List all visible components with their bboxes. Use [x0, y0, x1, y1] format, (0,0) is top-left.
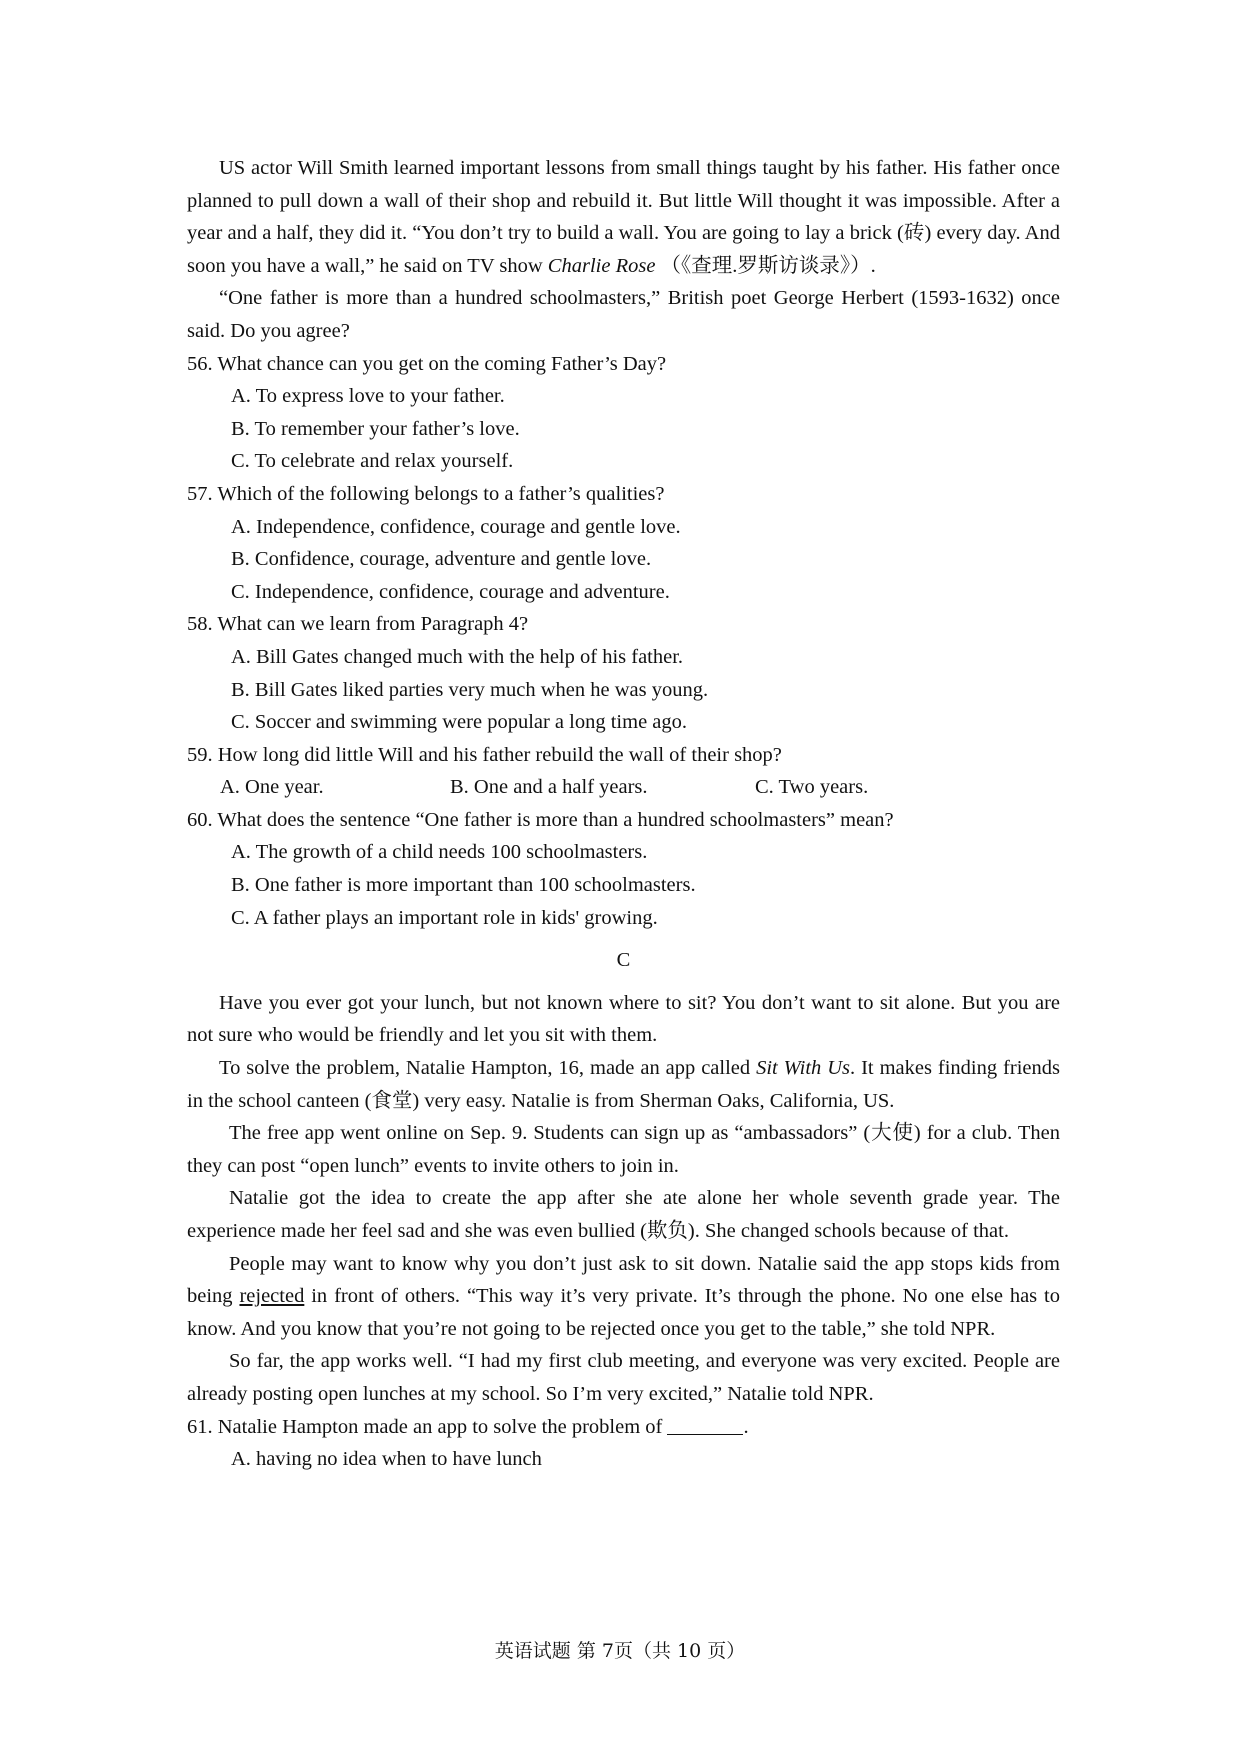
paragraph-george-herbert: “One father is more than a hundred schoolmasters,” British poet George Herbert (1593-1632) once said. Do you agree? [187, 287, 1060, 342]
question-57 [187, 478, 1060, 608]
paragraph-c1: Have you ever got your lunch, but not known where to sit? You don’t want to sit alone. But you are not sure who would be friendly and let you sit with them. [187, 991, 1060, 1047]
option-a: A. having no idea when to have lunch [231, 1448, 542, 1471]
question-58 [187, 608, 1060, 738]
question-stem: 56. What chance can you get on the coming Father’s Day? [187, 352, 667, 375]
question-stem: 58. What can we learn from Paragraph 4? [187, 613, 529, 636]
page-footer: 英语试题 第 7页（共 10 页） [494, 1640, 746, 1662]
paragraph-text: People may want to know why you don’t just ask to sit down. Natalie said the app stops kids from being [187, 1252, 1060, 1308]
question-stem [187, 1411, 1060, 1444]
option-b: B. Confidence, courage, adventure and gentle love. [231, 548, 652, 571]
tv-show-title: Charlie Rose [547, 254, 656, 277]
option-a: A. One year. [220, 776, 324, 799]
option-b: B. To remember your father’s love. [231, 417, 520, 440]
question-56 [187, 348, 1060, 478]
question-stem: 59. How long did little Will and his father rebuild the wall of their shop? [187, 743, 782, 766]
option-c: C. A father plays an important role in kids' growing. [231, 906, 658, 929]
question-61 [187, 1411, 1060, 1476]
paragraph-c4: Natalie got the idea to create the app after she ate alone her whole seventh grade year. The experience made her feel sad and she was even bullied (欺负). She changed schools because of that. [187, 1187, 1060, 1242]
underlined-word: rejected [239, 1285, 305, 1308]
paragraph-text: in front of others. “This way it’s very private. It’s through the phone. No one else has to know. And you know that you’re not going to be rejected once you get to the table,” she told NPR. [187, 1285, 1060, 1340]
option-c: C. Two years. [755, 776, 869, 799]
paragraph-text: To solve the problem, Natalie Hampton, 16, made an app called [219, 1057, 757, 1080]
option-a: A. Independence, confidence, courage and gentle love. [231, 515, 681, 538]
paragraph-c2 [187, 1052, 1060, 1117]
question-stem: 60. What does the sentence “One father is more than a hundred schoolmasters” mean? [187, 808, 894, 831]
paragraph-text: （《查理.罗斯访谈录》）. [655, 254, 876, 277]
option-a: A. Bill Gates changed much with the help of his father. [231, 645, 684, 668]
question-stem-end: . [743, 1415, 749, 1438]
option-a: A. To express love to your father. [231, 385, 505, 408]
app-name: Sit With Us [756, 1057, 851, 1080]
option-b: B. Bill Gates liked parties very much when he was young. [231, 678, 709, 701]
question-59 [187, 739, 1060, 804]
section-heading-c: C [616, 949, 631, 972]
options-row [220, 771, 1060, 804]
question-stem-text: 61. Natalie Hampton made an app to solve the problem of [187, 1415, 668, 1438]
paragraph-c6: So far, the app works well. “I had my first club meeting, and everyone was very excited. People are already posting open lunches at my school. So I’m very excited,” Natalie told NPR. [187, 1350, 1060, 1405]
option-c: C. Soccer and swimming were popular a long time ago. [231, 711, 688, 734]
paragraph-text: . It makes finding friends in the school canteen (食堂) very easy. Natalie is from Sherman Oaks, California, US. [187, 1057, 1060, 1112]
question-60 [187, 804, 1060, 934]
option-b: B. One father is more important than 100 schoolmasters. [231, 874, 696, 897]
page-content [187, 152, 1060, 1476]
paragraph-c3: The free app went online on Sep. 9. Students can sign up as “ambassadors” (大使) for a club. Then they can post “open lunch” events to invite others to join in. [187, 1122, 1060, 1177]
paragraph-c5 [187, 1248, 1060, 1346]
answer-blank [667, 1414, 743, 1435]
option-a: A. The growth of a child needs 100 schoolmasters. [231, 841, 648, 864]
option-b: B. One and a half years. [450, 776, 648, 799]
option-c: C. Independence, confidence, courage and adventure. [231, 580, 670, 603]
paragraph-will-smith [187, 152, 1060, 282]
paragraph-text: US actor Will Smith learned important lessons from small things taught by his father. His father once planned to pull down a wall of their shop and rebuild it. But little Will thought it was impossible. After a year and a half, they did it. “You don’t try to build a wall. You are going to lay a brick (砖) every day. And soon you have a wall,” he said on TV show [187, 157, 1060, 277]
question-stem: 57. Which of the following belongs to a father’s qualities? [187, 482, 665, 505]
option-c: C. To celebrate and relax yourself. [231, 450, 514, 473]
